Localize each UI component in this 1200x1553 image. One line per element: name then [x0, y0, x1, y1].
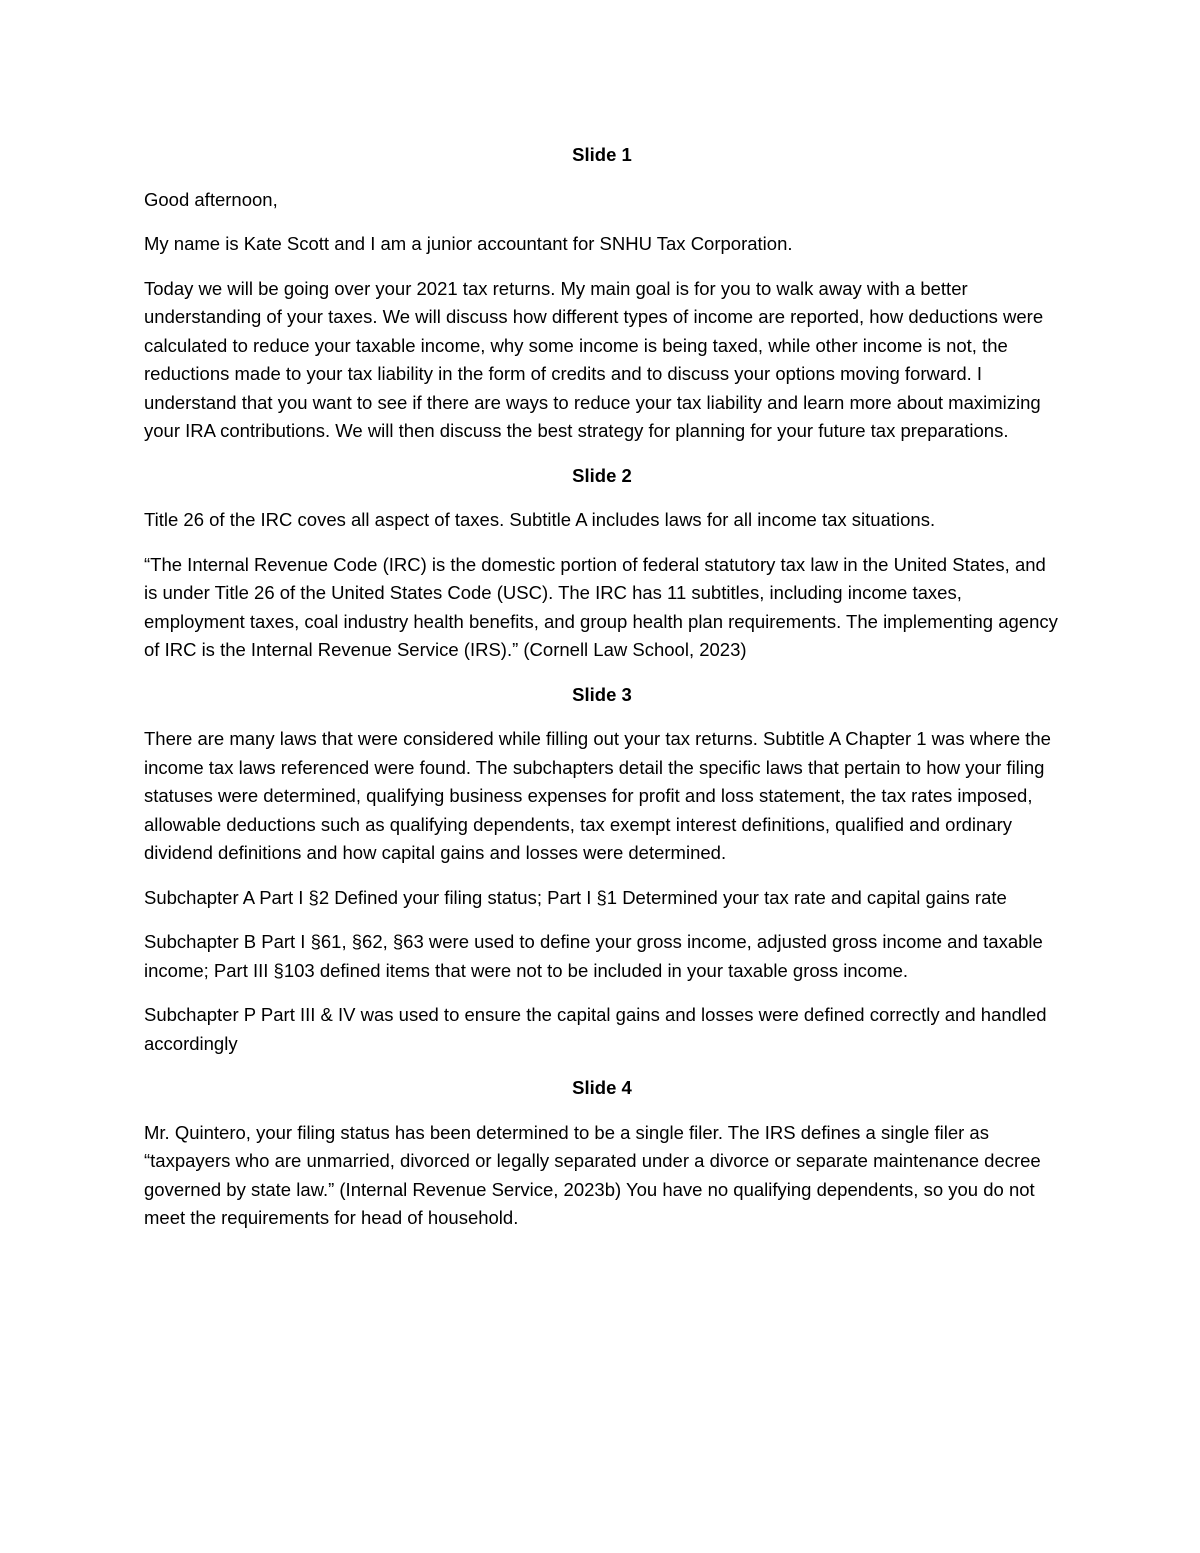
overview-paragraph: Today we will be going over your 2021 tax returns. My main goal is for you to walk away with a better understanding of your taxes. We will discuss how different types of income are reported, how deductions were calculated to reduce your taxable income, why some income is being taxed, while other income is not, the reductions made to your tax liability in the form of credits and to discuss your options moving forward. I understand that you want to see if there are ways to reduce your tax liability and learn more about maximizing your IRA contributions. We will then discuss the best strategy for planning for your future tax preparations. [144, 277, 1044, 441]
laws-paragraph: There are many laws that were considered while filling out your tax returns. Subtitle A Chapter 1 was where the income tax laws referenced were found. The subchapters detail the specific laws that pertain to how your filing statuses were determined, qualifying business expenses for profit and loss statement, the tax rates imposed, allowable deductions such as qualifying dependents, tax exempt interest definitions, qualified and ordinary dividend definitions and how capital gains and losses were determined. [144, 728, 1051, 863]
filing-status-paragraph: Mr. Quintero, your filing status has been determined to be a single filer. The IRS defines a single filer as “taxpayers who are unmarried, divorced or legally separated under a divorce or separate maintenance decree governed by state law.” (Internal Revenue Service, 2023b) You have no qualifying dependents, so you do not meet the requirements for head of household. [144, 1121, 1041, 1228]
subchapter-b-paragraph: Subchapter B Part I §61, §62, §63 were used to define your gross income, adjusted gross income and taxable income; Part III §103 defined items that were not to be included in your taxable gross income. [144, 931, 1043, 981]
slide-2-section [144, 462, 1060, 665]
subchapter-p-paragraph: Subchapter P Part III & IV was used to ensure the capital gains and losses were defined correctly and handled accordingly [144, 1004, 1047, 1054]
slide-4-section [144, 1074, 1060, 1233]
slide-3-heading: Slide 3 [572, 683, 632, 705]
slide-1-heading: Slide 1 [572, 144, 632, 165]
slide-1-section [144, 141, 1060, 446]
slide-2-heading: Slide 2 [572, 464, 632, 486]
irc-quote-paragraph: “The Internal Revenue Code (IRC) is the domestic portion of federal statutory tax law in the United States, and is under Title 26 of the United States Code (USC). The IRC has 11 subtitles, including income taxes, employment taxes, coal industry health benefits, and group health plan requirements. The implementing agency of IRC is the Internal Revenue Service (IRS).” (Cornell Law School, 2023) [144, 553, 1058, 660]
slide-4-heading: Slide 4 [572, 1077, 632, 1098]
title-26-paragraph: Title 26 of the IRC coves all aspect of taxes. Subtitle A includes laws for all income tax situations. [144, 509, 936, 530]
intro-paragraph: My name is Kate Scott and I am a junior accountant for SNHU Tax Corporation. [144, 233, 793, 254]
greeting-paragraph: Good afternoon, [144, 188, 278, 210]
subchapter-a-paragraph: Subchapter A Part I §2 Defined your filing status; Part I §1 Determined your tax rate and capital gains rate [144, 886, 1007, 908]
slide-3-section [144, 681, 1060, 1059]
